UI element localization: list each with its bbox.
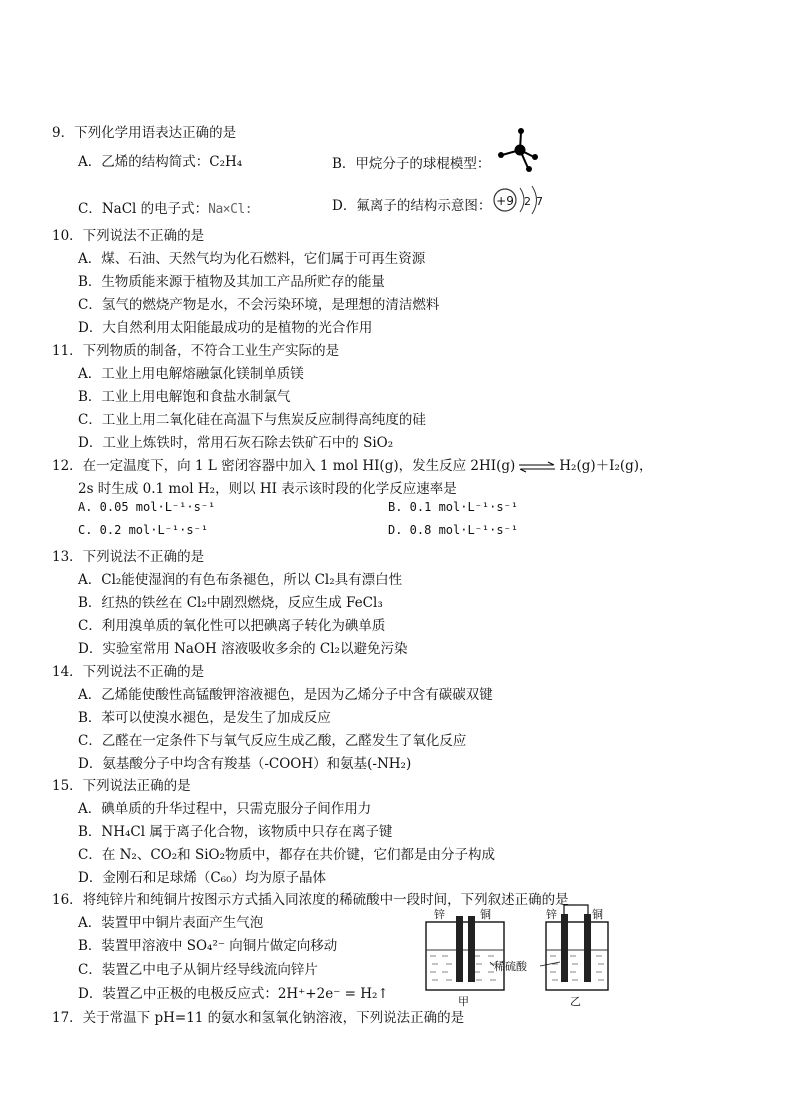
question-9-option-c-text: C．NaCl 的电子式： [78,201,209,217]
question-9-option-b-text: B．甲烷分子的球棍模型： [332,156,491,172]
question-12-stem-line2: 2s 时生成 0.1 mol H₂，则以 HI 表示该时段的化学反应速率是 [78,481,457,497]
question-13-option-c: C．利用溴单质的氧化性可以把碘离子转化为碘单质 [78,618,386,634]
question-10-option-b: B．生物质能来源于植物及其加工产品所贮存的能量 [78,274,385,290]
question-14-option-d: D．氨基酸分子中均含有羧基（-COOH）和氨基(-NH₂) [78,756,412,772]
beaker-yi [546,905,608,1008]
question-13-option-b: B．红热的铁丝在 Cl₂中剧烈燃烧，反应生成 FeCl₃ [78,595,383,611]
question-10-option-c: C．氢气的燃烧产物是水，不会污染环境，是理想的清洁燃料 [78,297,440,313]
fluoride-shell-1-label: 2 [524,195,531,208]
question-17-stem: 17．关于常温下 pH=11 的氨水和氢氧化钠溶液，下列说法正确的是 [52,1010,465,1026]
question-10-stem: 10．下列说法不正确的是 [52,228,205,244]
question-16-option-b: B．装置甲溶液中 SO₄²⁻ 向铜片做定向移动 [78,938,338,954]
question-11-option-d: D．工业上炼铁时，常用石灰石除去铁矿石中的 SiO₂ [78,435,394,451]
question-12-option-d: D. 0.8 mol·L⁻¹·s⁻¹ [388,523,519,537]
question-14-option-c: C．乙醛在一定条件下与氧气反应生成乙酸，乙醛发生了氧化反应 [78,733,467,749]
question-9-stem: 9．下列化学用语表达正确的是 [52,125,237,141]
question-11-option-b: B．工业上用电解饱和食盐水制氯气 [78,389,291,405]
question-15-option-d: D．金刚石和足球烯（C₆₀）均为原子晶体 [78,870,326,886]
zinc-label-jia: 锌 [434,908,445,921]
question-14-option-a: A．乙烯能使酸性高锰酸钾溶液褪色，是因为乙烯分子中含有碳碳双键 [78,687,493,703]
question-15-option-b: B．NH₄Cl 属于离子化合物，该物质中只存在离子键 [78,824,393,840]
question-10-option-a: A．煤、石油、天然气均为化石燃料，它们属于可再生资源 [78,251,426,267]
question-12-stem-part2: H₂(g)＋I₂(g)， [559,458,653,474]
question-15-stem: 15．下列说法正确的是 [52,778,191,794]
question-9-option-b [332,152,490,172]
question-16-option-a: A．装置甲中铜片表面产生气泡 [78,915,264,931]
question-9-option-d [332,194,491,214]
question-13-stem: 13．下列说法不正确的是 [52,549,205,565]
question-16-option-d: D．装置乙中正极的电极反应式：2H⁺+2e⁻ = H₂↑ [78,986,389,1002]
fluoride-shell-2-label: 7 [536,195,543,208]
question-12-option-c: C. 0.2 mol·L⁻¹·s⁻¹ [78,523,209,537]
dilute-sulfuric-acid-label: 稀硫酸 [494,960,527,973]
question-15-option-a: A．碘单质的升华过程中，只需克服分子间作用力 [78,801,372,817]
question-11-option-a: A．工业上用电解熔融氯化镁制单质镁 [78,366,304,382]
question-12-option-b: B. 0.1 mol·L⁻¹·s⁻¹ [388,500,519,514]
question-13-option-a: A．Cl₂能使湿润的有色布条褪色，所以 Cl₂具有漂白性 [78,572,403,588]
copper-label-jia: 铜 [480,908,491,921]
fluoride-nucleus-label: +9 [496,194,514,208]
question-12-stem [52,454,653,474]
question-11-stem: 11．下列物质的制备，不符合工业生产实际的是 [52,343,340,359]
equilibrium-arrow-icon [517,461,557,473]
beaker-jia [426,907,504,1008]
zinc-copper-cells-figure [420,904,620,1008]
question-10-option-d: D．大自然利用太阳能最成功的是植物的光合作用 [78,320,373,336]
question-11-option-c: C．工业上用二氧化硅在高温下与焦炭反应制得高纯度的硅 [78,412,426,428]
question-14-option-b: B．苯可以使溴水褪色，是发生了加成反应 [78,710,331,726]
question-9-option-d-text: D．氟离子的结构示意图： [332,198,492,214]
question-16-option-c: C．装置乙中电子从铜片经导线流向锌片 [78,962,318,978]
question-14-stem: 14．下列说法不正确的是 [52,664,205,680]
beaker-jia-label: 甲 [458,995,469,1008]
question-9-option-a: A．乙烯的结构简式：C₂H₄ [78,154,243,170]
methane-ball-stick-model-icon [494,124,544,172]
question-16-stem: 16．将纯锌片和纯铜片按图示方式插入同浓度的稀硫酸中一段时间，下列叙述正确的是 [52,892,569,908]
question-9-option-c [78,197,252,217]
connecting-wire [564,905,588,914]
nacl-electron-formula: Na×Cl: [208,202,253,217]
question-12-option-a: A. 0.05 mol·L⁻¹·s⁻¹ [78,500,216,514]
beaker-yi-label: 乙 [570,995,581,1008]
zinc-label-yi: 锌 [546,908,557,921]
question-13-option-d: D．实验室常用 NaOH 溶液吸收多余的 Cl₂以避免污染 [78,641,408,657]
question-12-stem-part1: 12．在一定温度下，向 1 L 密闭容器中加入 1 mol HI(g)，发生反应 2HI(g) [52,458,516,474]
copper-label-yi: 铜 [592,908,603,921]
fluoride-ion-structure-icon [490,183,554,215]
question-15-option-c: C．在 N₂、CO₂和 SiO₂物质中，都存在共价键，它们都是由分子构成 [78,847,495,863]
